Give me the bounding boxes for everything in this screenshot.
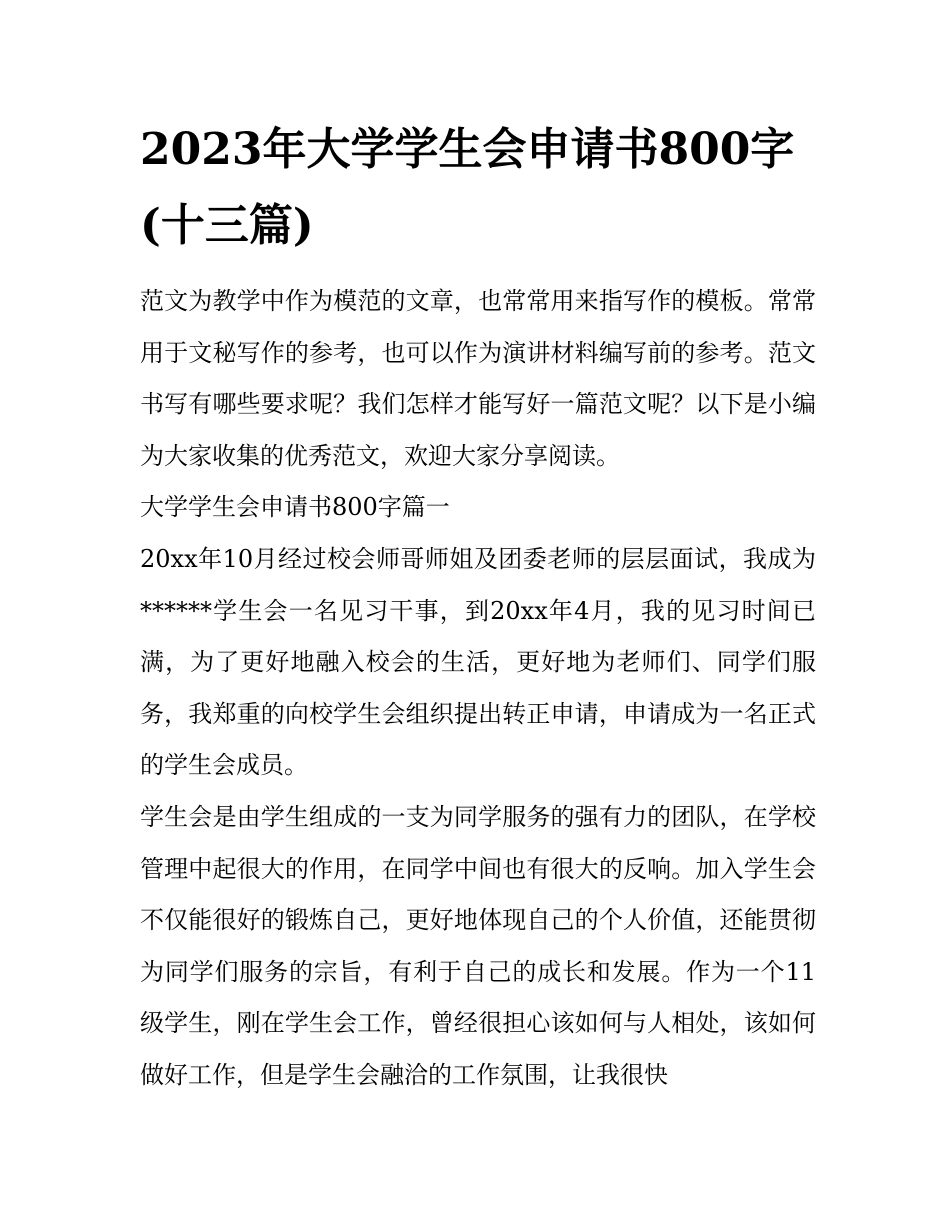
body-paragraph-2: 学生会是由学生组成的一支为同学服务的强有力的团队，在学校管理中起很大的作用，在同学中间也有很大的反响。加入学生会不仅能很好的锻炼自己，更好地体现自己的个人价值，还能贯彻为同学们服务的宗旨，有利于自己的成长和发展。作为一个11级学生，刚在学生会工作，曾经很担心该如何与人相处，该如何做好工作，但是学生会融洽的工作氛围，让我很快 (140, 802, 816, 1089)
section-heading: 大学学生会申请书800字篇一 (140, 493, 450, 522)
intro-paragraph: 范文为教学中作为模范的文章，也常常用来指写作的模板。常常用于文秘写作的参考，也可以作为演讲材料编写前的参考。范文书写有哪些要求呢？我们怎样才能写好一篇范文呢？以下是小编为大家收集的优秀范文，欢迎大家分享阅读。 (140, 287, 816, 470)
document-title: 2023年大学学生会申请书800字(十三篇) (140, 124, 795, 251)
body-paragraph-1: 20xx年10月经过校会师哥师姐及团委老师的层层面试，我成为******学生会一名见习干事，到20xx年4月，我的见习时间已满，为了更好地融入校会的生活，更好地为老师们、同学们服务，我郑重的向校学生会组织提出转正申请，申请成为一名正式的学生会成员。 (140, 544, 816, 780)
document-body (140, 276, 816, 1102)
